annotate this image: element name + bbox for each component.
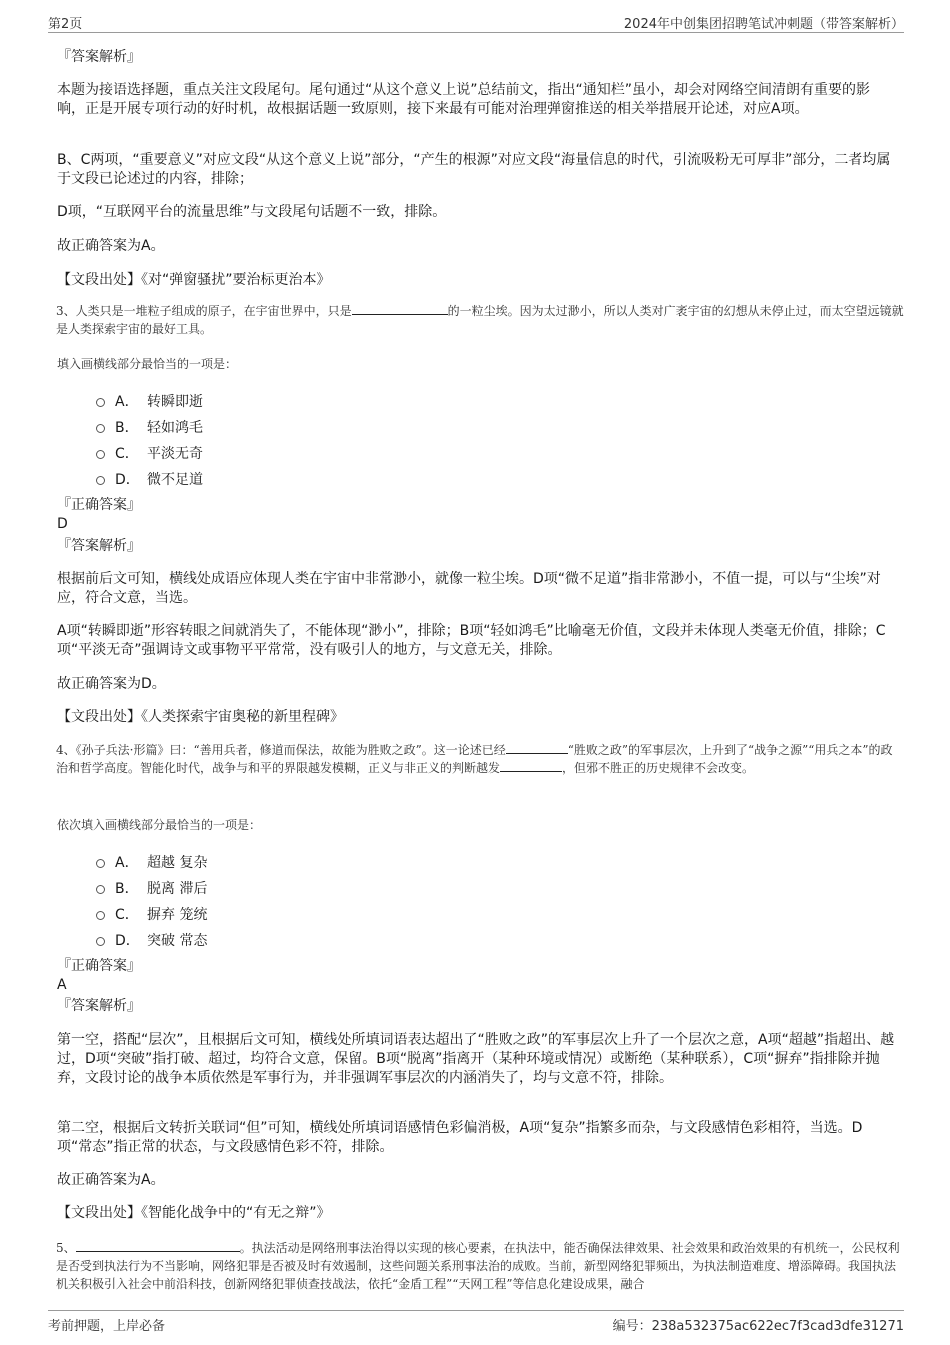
- document-title: 2024年中创集团招聘笔试冲刺题（带答案解析）: [623, 17, 904, 32]
- radio-icon[interactable]: [96, 476, 105, 485]
- q3-analysis-p1: 根据前后文可知，横线处成语应体现人类在宇宙中非常渺小，就像一粒尘埃。D项“微不足道”指非常渺小，不值一提，可以与“尘埃”对应，符合文意，当选。: [57, 571, 881, 606]
- q3-option-a[interactable]: A． 转瞬即逝: [96, 391, 203, 411]
- q4-analysis-p2: 第二空，根据后文转折关联词“但”可知，横线处所填词语感情色彩偏消极，A项“复杂”指繁多而杂，与文段感情色彩相符，当选。D项“常态”指正常的状态，与文段感情色彩不符，排除。: [57, 1120, 863, 1155]
- q4-answer-label: 『正确答案』: [57, 958, 141, 974]
- radio-icon[interactable]: [96, 937, 105, 946]
- page-number: 第2页: [48, 17, 83, 32]
- q3-blank: [352, 302, 448, 315]
- q4-option-a[interactable]: A． 超越 复杂: [96, 852, 207, 872]
- footer-slogan: 考前押题，上岸必备: [48, 1319, 166, 1334]
- q4-answer: A: [57, 977, 67, 993]
- q3-answer: D: [57, 516, 68, 532]
- radio-icon[interactable]: [96, 859, 105, 868]
- q3-prompt: 填入画横线部分最恰当的一项是：: [57, 357, 238, 371]
- q4-analysis-label: 『答案解析』: [57, 998, 141, 1014]
- radio-icon[interactable]: [96, 911, 105, 920]
- q4-stem: 4、《孙子兵法·形篇》曰：“善用兵者，修道而保法，故能为胜败之政”。这一论述已经 “胜败之政”的军事层次，上升到了“战争之源”“用兵之本”的政治和哲学高度。智能化时代，战争与和平的界限越发模糊，正义与非正义的判断越发 ，但邪不胜正的历史规律不会改变。: [56, 743, 893, 775]
- radio-icon[interactable]: [96, 885, 105, 894]
- page-header: [48, 10, 904, 33]
- q3-source: 【文段出处】《人类探索宇宙奥秘的新里程碑》: [57, 709, 344, 725]
- q4-analysis-p1: 第一空，搭配“层次”，且根据后文可知，横线处所填词语表达超出了“胜败之政”的军事层次上升了一个层次之意，A项“超越”指超出、越过，D项“突破”指打破、超过，均符合文意，保留。B项“脱离”指离开（某种环境或情况）或断绝（某种联系），C项“摒弃”指排除并抛弃，文段讨论的战争本质依然是军事行为，并非强调军事层次的内涵消失了，均与文意不符，排除。: [57, 1032, 895, 1086]
- q3-option-d[interactable]: D． 微不足道: [96, 469, 203, 489]
- q2-analysis-label: 『答案解析』: [57, 49, 141, 65]
- q2-conclusion: 故正确答案为A。: [57, 238, 165, 254]
- q3-option-c[interactable]: C． 平淡无奇: [96, 443, 203, 463]
- q4-option-b[interactable]: B． 脱离 滞后: [96, 878, 207, 898]
- q4-option-c[interactable]: C． 摒弃 笼统: [96, 904, 207, 924]
- q3-option-b[interactable]: B． 轻如鸿毛: [96, 417, 203, 437]
- q5-blank: [76, 1239, 240, 1252]
- q5-stem: 5、 。执法活动是网络刑事法治得以实现的核心要素，在执法中，能否确保法律效果、社会效果和政治效果的有机统一，公民权利是否受到执法行为不当影响，网络犯罪是否被及时有效遏制，这些问题关系刑事法治的成败。当前，新型网络犯罪频出，为执法制造难度、增添障碍。我国执法机关积极引入社会中前沿科技，创新网络犯罪侦查技战法，依托“金盾工程”“天网工程”等信息化建设成果，融合: [56, 1241, 900, 1291]
- q3-conclusion: 故正确答案为D。: [57, 676, 166, 692]
- q4-source: 【文段出处】《智能化战争中的“有无之辩”》: [57, 1205, 331, 1221]
- q2-analysis-p2: B、C两项，“重要意义”对应文段“从这个意义上说”部分，“产生的根源”对应文段“海量信息的时代，引流吸粉无可厚非”部分，二者均属于文段已论述过的内容，排除；: [57, 152, 891, 187]
- document-code: 编号：238a532375ac622ec7f3cad3dfe31271: [612, 1319, 904, 1334]
- q2-analysis-p1: 本题为接语选择题，重点关注文段尾句。尾句通过“从这个意义上说”总结前文，指出“通知栏”虽小，却会对网络空间清朗有重要的影响，正是开展专项行动的好时机，故根据话题一致原则，接下来最有可能对治理弹窗推送的相关举措展开论述，对应A项。: [57, 82, 871, 117]
- q4-blank-2: [500, 759, 562, 772]
- q3-answer-label: 『正确答案』: [57, 497, 141, 513]
- radio-icon[interactable]: [96, 450, 105, 459]
- q2-source: 【文段出处】《对“弹窗骚扰”要治标更治本》: [57, 272, 331, 288]
- radio-icon[interactable]: [96, 398, 105, 407]
- q3-analysis-p2: A项“转瞬即逝”形容转眼之间就消失了，不能体现“渺小”，排除；B项“轻如鸿毛”比喻毫无价值，文段并未体现人类毫无价值，排除；C项“平淡无奇”强调诗文或事物平平常常，没有吸引人的地方，与文意无关，排除。: [57, 623, 886, 658]
- page-footer: [48, 1310, 904, 1333]
- q4-blank-1: [506, 741, 568, 754]
- q3-analysis-label: 『答案解析』: [57, 538, 141, 554]
- radio-icon[interactable]: [96, 424, 105, 433]
- q2-analysis-p3: D项，“互联网平台的流量思维”与文段尾句话题不一致，排除。: [57, 204, 447, 220]
- q4-conclusion: 故正确答案为A。: [57, 1172, 165, 1188]
- q4-option-d[interactable]: D． 突破 常态: [96, 930, 207, 950]
- q3-stem: 3、人类只是一堆粒子组成的原子，在宇宙世界中，只是 的一粒尘埃。因为太过渺小，所以人类对广袤宇宙的幻想从未停止过，而太空望远镜就是人类探索宇宙的最好工具。: [56, 304, 904, 336]
- q4-prompt: 依次填入画横线部分最恰当的一项是：: [57, 818, 262, 832]
